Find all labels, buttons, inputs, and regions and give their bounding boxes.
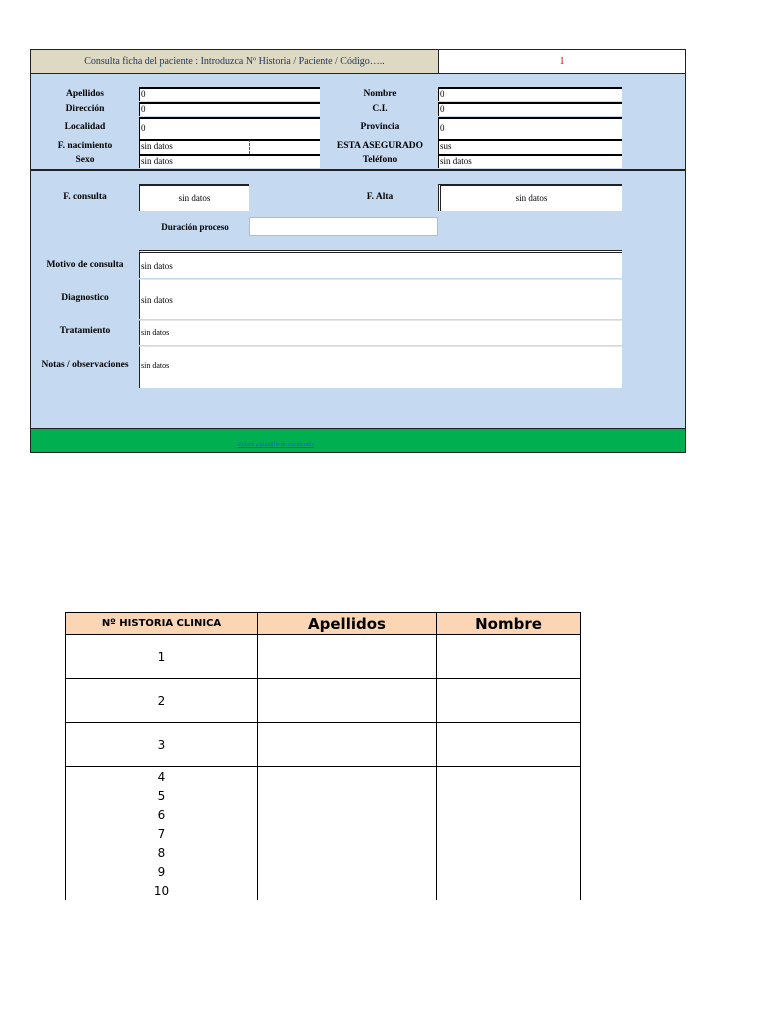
- ci-field[interactable]: 0: [438, 102, 622, 116]
- asegurado-label: ESTA ASEGURADO: [336, 141, 424, 151]
- nombre-cell[interactable]: [437, 805, 581, 824]
- historia-cell[interactable]: 5: [66, 786, 258, 805]
- apellidos-label: Apellidos: [65, 89, 104, 99]
- nombre-cell[interactable]: [437, 767, 581, 787]
- falta-label: F. Alta: [366, 192, 394, 202]
- apellidos-cell[interactable]: [258, 881, 437, 900]
- column-header-nombre: Nombre: [437, 613, 581, 635]
- table-row: [66, 862, 581, 881]
- apellidos-cell[interactable]: [258, 805, 437, 824]
- historia-cell[interactable]: 4: [66, 767, 258, 787]
- table-row: [66, 881, 581, 900]
- diagnostico-label: Diagnostico: [61, 293, 109, 303]
- historia-cell[interactable]: 8: [66, 843, 258, 862]
- historia-cell[interactable]: 3: [66, 723, 258, 767]
- nombre-cell[interactable]: [437, 881, 581, 900]
- sexo-field[interactable]: sin datos: [139, 154, 320, 168]
- historia-cell[interactable]: 2: [66, 679, 258, 723]
- apellidos-cell[interactable]: [258, 679, 437, 723]
- asegurado-field[interactable]: sus: [438, 139, 622, 154]
- nacimiento-extra-field[interactable]: [249, 139, 320, 154]
- duracion-field[interactable]: [249, 217, 438, 236]
- tratamiento-field[interactable]: sin datos: [139, 320, 622, 345]
- ci-label: C.I.: [372, 104, 388, 114]
- template-link[interactable]: Enlace a plantilla de excelcratis: [238, 442, 314, 448]
- notas-label: Notas / observaciones: [41, 360, 129, 370]
- historia-cell[interactable]: 1: [66, 635, 258, 679]
- historia-cell[interactable]: 9: [66, 862, 258, 881]
- apellidos-cell[interactable]: [258, 767, 437, 787]
- fconsulta-field[interactable]: sin datos: [139, 184, 249, 211]
- nacimiento-label: F. nacimiento: [57, 141, 113, 151]
- column-header-historia: Nº HISTORIA CLINICA: [66, 613, 258, 635]
- table-row: [66, 824, 581, 843]
- falta-field[interactable]: sin datos: [438, 184, 622, 211]
- motivo-field[interactable]: sin datos: [139, 250, 622, 278]
- column-header-apellidos: Apellidos: [258, 613, 437, 635]
- table-row: [66, 843, 581, 862]
- provincia-label: Provincia: [360, 122, 400, 132]
- nombre-cell[interactable]: [437, 862, 581, 881]
- section-divider: [30, 169, 686, 171]
- table-row: [66, 805, 581, 824]
- history-table: [65, 612, 581, 900]
- apellidos-cell[interactable]: [258, 786, 437, 805]
- localidad-field[interactable]: 0: [139, 117, 320, 139]
- provincia-field[interactable]: 0: [438, 117, 622, 139]
- page-title: Consulta ficha del paciente : Introduzca Nº Historia / Paciente / Código…..: [30, 49, 439, 74]
- motivo-label: Motivo de consulta: [46, 260, 124, 270]
- apellidos-cell[interactable]: [258, 862, 437, 881]
- duracion-label: Duración proceso: [161, 222, 229, 232]
- nombre-field[interactable]: 0: [438, 87, 622, 101]
- apellidos-cell[interactable]: [258, 635, 437, 679]
- nombre-cell[interactable]: [437, 679, 581, 723]
- sexo-label: Sexo: [75, 155, 95, 165]
- direccion-label: Dirección: [65, 104, 105, 114]
- notas-field[interactable]: sin datos: [139, 346, 622, 388]
- telefono-field[interactable]: sin datos: [438, 154, 622, 168]
- fconsulta-label: F. consulta: [63, 192, 107, 202]
- table-row: [66, 767, 581, 787]
- nacimiento-field[interactable]: sin datos: [139, 139, 249, 154]
- table-row: [66, 679, 581, 723]
- nombre-cell[interactable]: [437, 843, 581, 862]
- diagnostico-field[interactable]: sin datos: [139, 279, 622, 319]
- historia-cell[interactable]: 7: [66, 824, 258, 843]
- table-row: [66, 635, 581, 679]
- apellidos-cell[interactable]: [258, 723, 437, 767]
- historia-cell[interactable]: 6: [66, 805, 258, 824]
- nombre-cell[interactable]: [437, 635, 581, 679]
- direccion-field[interactable]: 0: [139, 102, 320, 116]
- localidad-label: Localidad: [64, 122, 106, 132]
- history-number-input[interactable]: 1: [438, 49, 686, 74]
- table-row: [66, 723, 581, 767]
- table-row: [66, 786, 581, 805]
- apellidos-cell[interactable]: [258, 824, 437, 843]
- apellidos-field[interactable]: 0: [139, 87, 320, 101]
- telefono-label: Teléfono: [362, 155, 398, 165]
- historia-cell[interactable]: 10: [66, 881, 258, 900]
- nombre-cell[interactable]: [437, 786, 581, 805]
- apellidos-cell[interactable]: [258, 843, 437, 862]
- tratamiento-label: Tratamiento: [59, 326, 111, 336]
- nombre-cell[interactable]: [437, 824, 581, 843]
- nombre-cell[interactable]: [437, 723, 581, 767]
- footer-bar: [30, 428, 686, 453]
- nombre-label: Nombre: [363, 89, 397, 99]
